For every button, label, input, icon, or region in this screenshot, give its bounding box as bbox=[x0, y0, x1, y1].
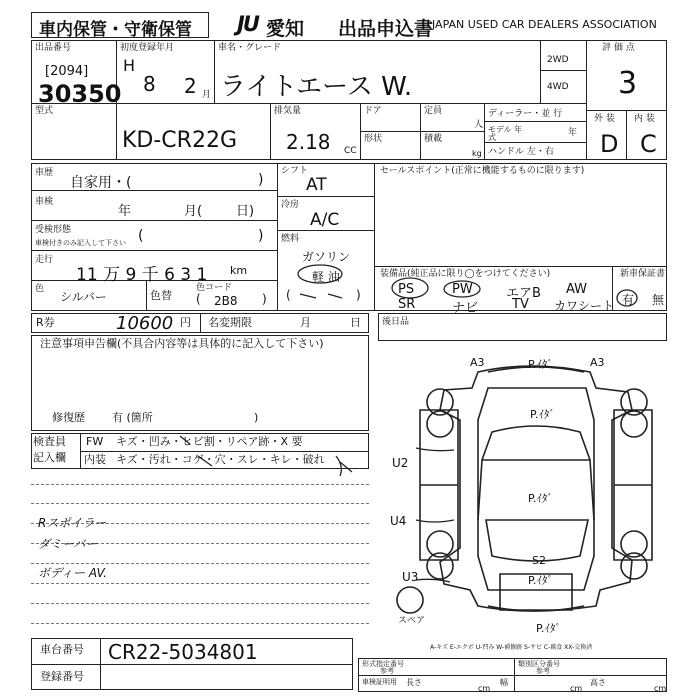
org-logo: JU bbox=[237, 12, 258, 36]
registration-month-suffix: 月 bbox=[202, 90, 212, 100]
diagram-hood-note: P.ｲﾀﾞ bbox=[530, 408, 555, 421]
name-change-label: 名変期限 bbox=[208, 316, 252, 329]
lot-bracket-number: [2094] bbox=[45, 64, 89, 79]
diagram-u2-note: U2 bbox=[392, 456, 409, 470]
drive-4wd: 4WD bbox=[547, 82, 569, 92]
inquiry-label: 受検形態 bbox=[35, 225, 72, 235]
org-english-name: JAPAN USED CAR DEALERS ASSOCIATION bbox=[432, 18, 657, 31]
option-ps: PS bbox=[398, 282, 415, 297]
handle-label: ハンドル 左・右 bbox=[488, 147, 554, 157]
chassis-value: CR22-5034801 bbox=[108, 640, 258, 664]
inquiry-note: 車検付きのみ記入して下さい bbox=[35, 239, 126, 247]
mileage-label: 走行 bbox=[35, 255, 54, 265]
height-unit: cm bbox=[654, 684, 667, 693]
repair-history-value: 有 (箇所 bbox=[112, 411, 153, 424]
interior-label: 内 装 bbox=[634, 114, 655, 124]
chassis-label: 車台番号 bbox=[40, 643, 84, 656]
diagram-a3-left: A3 bbox=[470, 356, 485, 369]
entry-label: 記入欄 bbox=[33, 451, 66, 464]
storage-label: 車内保管・守衛保管 bbox=[39, 20, 192, 40]
width-label: 幅 bbox=[500, 678, 508, 687]
sales-point-label: セールスポイント(正常に機能するものに限ります) bbox=[380, 166, 585, 176]
grade-value: 3 bbox=[618, 66, 638, 101]
history-value: 自家用・( bbox=[70, 175, 132, 191]
inquiry-open: ( bbox=[138, 228, 144, 244]
first-registration-label: 初度登録年月 bbox=[120, 43, 175, 53]
grade-label: 評 価 点 bbox=[602, 43, 635, 53]
model-grade-label: 車名・グレード bbox=[218, 43, 282, 53]
registration-year: 8 bbox=[143, 72, 156, 96]
model-name: ライトエース W. bbox=[220, 72, 413, 102]
warranty-label: 新車保証書 bbox=[620, 269, 666, 279]
history-label: 車歴 bbox=[35, 168, 54, 178]
category-number-label: 類別区分番号 bbox=[518, 660, 560, 668]
diagram-rear-note: P.ｲﾀﾞ bbox=[528, 574, 553, 587]
option-tv: TV bbox=[512, 297, 529, 312]
note-rear-spoiler: Rスポイラー bbox=[38, 516, 107, 530]
cooler-value: A/C bbox=[310, 210, 340, 230]
door-label: ドア bbox=[364, 106, 382, 116]
note-dummy-bar: ダミーバー bbox=[38, 537, 98, 551]
interior-row-items: キズ・汚れ・コゲ・穴・スレ・キレ・破れ bbox=[116, 453, 325, 466]
displacement-label: 排気量 bbox=[274, 106, 302, 116]
options-label: 装備品(純正品に限り◯をつけてください) bbox=[380, 269, 551, 279]
warranty-no: 無 bbox=[652, 293, 665, 307]
load-label: 積載 bbox=[424, 134, 443, 144]
shift-label: シフト bbox=[281, 166, 309, 176]
color-change-label: 色替 bbox=[150, 289, 172, 302]
fuel-diesel: 軽 油 bbox=[312, 270, 340, 284]
org-name: 愛知 bbox=[266, 18, 305, 40]
inquiry-close: ) bbox=[258, 228, 264, 244]
inspection-year: 年 bbox=[118, 204, 132, 219]
fuel-gasoline: ガソリン bbox=[302, 250, 351, 264]
color-label: 色 bbox=[35, 284, 45, 294]
lot-number: 30350 bbox=[38, 80, 122, 108]
recycle-unit: 円 bbox=[180, 316, 191, 329]
document-title: 出品申込書 bbox=[338, 18, 434, 40]
registration-era: H bbox=[123, 56, 136, 75]
diagram-tail-note: P.ｲﾀﾞ bbox=[536, 622, 561, 635]
diagram-s2-note: S2 bbox=[532, 554, 546, 567]
inspection-label: 車検 bbox=[35, 197, 54, 207]
name-change-month: 月 bbox=[300, 316, 311, 329]
inspection-month: 月( bbox=[184, 204, 203, 219]
form-number-label: 形式指定番号 bbox=[362, 660, 404, 668]
fuel-label: 燃料 bbox=[281, 234, 300, 244]
lot-number-label: 出品番号 bbox=[35, 43, 72, 53]
repair-history-label: 修復歴 bbox=[52, 411, 85, 424]
option-pw: PW bbox=[452, 282, 473, 297]
color-code-open: ( bbox=[196, 292, 201, 306]
cooler-label: 冷房 bbox=[281, 200, 300, 210]
exterior-label: 外 装 bbox=[594, 114, 615, 124]
color-code-label: 色コード bbox=[196, 283, 233, 293]
diagram-top-note: P.ｲﾀﾞ bbox=[528, 358, 553, 371]
fuel-close: ) bbox=[356, 288, 361, 302]
option-leather-seat: カワシート bbox=[554, 299, 615, 313]
height-label: 高さ bbox=[590, 678, 606, 687]
color-code-close: ) bbox=[262, 292, 267, 306]
registration-month: 2 bbox=[184, 74, 197, 98]
interior-value: C bbox=[640, 130, 657, 158]
recycle-value: 10600 bbox=[116, 313, 174, 334]
length-unit: cm bbox=[478, 684, 491, 693]
color-code-value: 2B8 bbox=[214, 294, 238, 308]
type-label: 型式 bbox=[35, 106, 54, 116]
history-close: ) bbox=[258, 172, 264, 188]
diagram-roof-note: P.ｲﾀﾞ bbox=[528, 492, 553, 505]
type-value: KD-CR22G bbox=[122, 128, 237, 153]
load-unit: kg bbox=[472, 149, 482, 158]
rear-items-label: 後日品 bbox=[382, 317, 410, 327]
model-year-unit: 年 bbox=[568, 128, 578, 138]
interior-row-label: 内装 bbox=[84, 453, 106, 466]
dealer-label: ディーラー・並 行 bbox=[488, 109, 563, 119]
color-value: シルバー bbox=[60, 290, 107, 304]
capacity-unit: 人 bbox=[474, 120, 484, 130]
shift-value: AT bbox=[306, 175, 327, 195]
exterior-row-items: キズ・凹み・ヒビ割・リペア跡・X 要 bbox=[116, 435, 303, 448]
shape-label: 形状 bbox=[364, 134, 383, 144]
drive-2wd: 2WD bbox=[547, 55, 569, 65]
mileage-unit: km bbox=[230, 264, 248, 277]
fuel-open: ( bbox=[286, 288, 291, 302]
diagram-u3-note: U3 bbox=[402, 570, 419, 584]
category-ref-label: 参考 bbox=[536, 667, 550, 675]
displacement-value: 2.18 bbox=[286, 130, 331, 154]
exterior-value: D bbox=[600, 130, 619, 158]
width-unit: cm bbox=[570, 684, 583, 693]
notes-label: 注意事項申告欄(不具合内容等は具体的に記入して下さい) bbox=[40, 337, 324, 350]
diagram-spare-label: スペア bbox=[398, 616, 426, 626]
exterior-row-label: FW bbox=[86, 435, 104, 448]
diagram-a3-right: A3 bbox=[590, 356, 605, 369]
warranty-yes: 有 bbox=[622, 293, 635, 307]
certificate-label: 車検証明用 bbox=[362, 678, 397, 686]
mileage-value: 11 万 9 千 6 3 1 bbox=[76, 265, 208, 285]
recycle-label: R券 bbox=[36, 316, 55, 329]
registration-number-label: 登録番号 bbox=[40, 670, 84, 683]
model-year-label: モデル 年式 bbox=[488, 125, 523, 142]
inspection-day: 日) bbox=[236, 204, 255, 219]
length-label: 長さ bbox=[406, 678, 422, 687]
cc-unit: CC bbox=[344, 146, 357, 156]
option-navi: ナビ bbox=[452, 301, 479, 316]
repair-history-close: ) bbox=[254, 411, 259, 424]
name-change-day: 日 bbox=[350, 316, 361, 329]
option-airbag: エアB bbox=[506, 286, 541, 301]
diagram-legend: A-キズ E-エクボ U-凹み W-補修跡 S-サビ C-腐食 XX-交換済 bbox=[430, 644, 593, 651]
note-body-av: ボディー AV. bbox=[38, 566, 108, 580]
form-ref-label: 参考 bbox=[380, 667, 394, 675]
inspector-label: 検査員 bbox=[33, 435, 66, 448]
capacity-label: 定員 bbox=[424, 106, 443, 116]
diagram-u4-note: U4 bbox=[390, 514, 407, 528]
option-aw: AW bbox=[566, 282, 588, 297]
option-sr: SR bbox=[398, 297, 416, 312]
